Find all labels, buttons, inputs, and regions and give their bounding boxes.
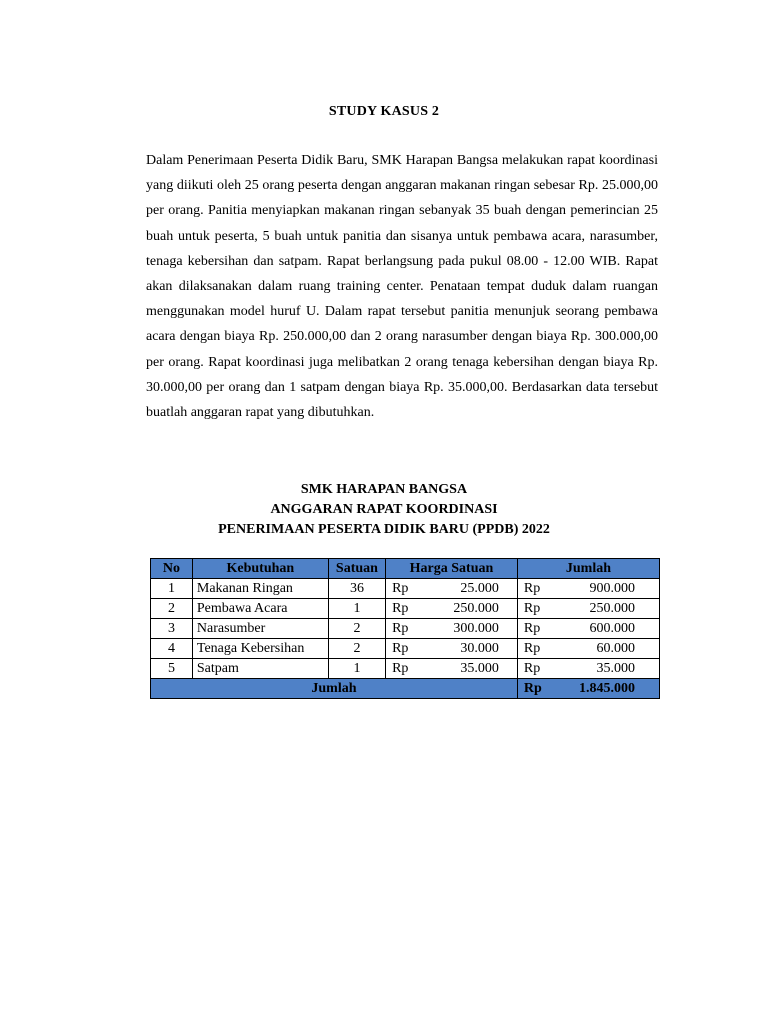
total-row [151, 679, 660, 699]
currency-label: Rp [523, 581, 541, 596]
cell-no: 2 [151, 599, 193, 619]
cell-no: 1 [151, 579, 193, 599]
currency-label: Rp [523, 661, 541, 676]
header-harga-satuan: Harga Satuan [386, 559, 518, 579]
total-label: Jumlah [151, 679, 518, 699]
currency-label: Rp [392, 621, 409, 636]
amount-value: 60.000 [596, 641, 635, 656]
table-header-row [151, 559, 660, 579]
cell-harga-satuan [386, 639, 518, 659]
table-row [151, 599, 660, 619]
cell-satuan: 36 [328, 579, 385, 599]
price-value: 30.000 [460, 641, 499, 656]
cell-harga-satuan [386, 659, 518, 679]
amount-value: 600.000 [589, 621, 635, 636]
cell-satuan: 1 [328, 599, 385, 619]
cell-satuan: 2 [328, 619, 385, 639]
header-jumlah: Jumlah [517, 559, 659, 579]
amount-value: 35.000 [596, 661, 635, 676]
currency-label: Rp [392, 581, 409, 596]
cell-harga-satuan [386, 599, 518, 619]
total-currency: Rp [523, 681, 542, 696]
cell-satuan: 2 [328, 639, 385, 659]
cell-kebutuhan: Narasumber [192, 619, 328, 639]
table-body [151, 579, 660, 679]
cell-jumlah [517, 579, 659, 599]
header-no: No [151, 559, 193, 579]
cell-harga-satuan [386, 579, 518, 599]
cell-jumlah [517, 639, 659, 659]
amount-value: 900.000 [589, 581, 635, 596]
budget-table [150, 558, 660, 699]
price-value: 25.000 [460, 581, 499, 596]
cell-kebutuhan: Makanan Ringan [192, 579, 328, 599]
price-value: 300.000 [453, 621, 499, 636]
table-row [151, 639, 660, 659]
cell-satuan: 1 [328, 659, 385, 679]
case-description-paragraph: Dalam Penerimaan Peserta Didik Baru, SMK Harapan Bangsa melakukan rapat koordinasi yang diikuti oleh 25 orang peserta dengan anggaran makanan ringan sebesar Rp. 25.000,00 per orang. Panitia menyiapkan makanan ringan sebanyak 35 buah dengan pemerincian 25 buah untuk peserta, 5 buah untuk panitia dan sisanya untuk pembawa acara, narasumber, tenaga kebersihan dan satpam. Rapat berlangsung pada pukul 08.00 - 12.00 WIB. Rapat akan dilaksanakan dalam ruang training center. Penataan tempat duduk dalam ruangan menggunakan model huruf U. Dalam rapat tersebut panitia menunjuk seorang pembawa acara dengan biaya Rp. 250.000,00 dan 2 orang narasumber dengan biaya Rp. 300.000,00 per orang. Rapat koordinasi juga melibatkan 2 orang tenaga kebersihan dengan biaya Rp. 30.000,00 per orang dan 1 satpam dengan biaya Rp. 35.000,00. Berdasarkan data tersebut buatlah anggaran rapat yang dibutuhkan. [146, 153, 658, 421]
currency-label: Rp [523, 601, 541, 616]
cell-no: 5 [151, 659, 193, 679]
table-row [151, 659, 660, 679]
price-value: 35.000 [460, 661, 499, 676]
total-value: 1.845.000 [579, 681, 635, 696]
currency-label: Rp [523, 621, 541, 636]
cell-no: 3 [151, 619, 193, 639]
cell-jumlah [517, 659, 659, 679]
price-value: 250.000 [453, 601, 499, 616]
amount-value: 250.000 [589, 601, 635, 616]
cell-jumlah [517, 599, 659, 619]
budget-title-heading: ANGGARAN RAPAT KOORDINASI [270, 502, 498, 517]
cell-no: 4 [151, 639, 193, 659]
school-name-heading: SMK HARAPAN BANGSA [300, 482, 468, 497]
table-row [151, 619, 660, 639]
header-kebutuhan: Kebutuhan [192, 559, 328, 579]
document-title: STUDY KASUS 2 [328, 104, 440, 119]
cell-kebutuhan: Pembawa Acara [192, 599, 328, 619]
currency-label: Rp [523, 641, 541, 656]
cell-kebutuhan: Tenaga Kebersihan [192, 639, 328, 659]
cell-kebutuhan: Satpam [192, 659, 328, 679]
header-satuan: Satuan [328, 559, 385, 579]
currency-label: Rp [392, 661, 409, 676]
event-title-heading: PENERIMAAN PESERTA DIDIK BARU (PPDB) 2022 [218, 522, 550, 537]
table-row [151, 579, 660, 599]
currency-label: Rp [392, 641, 409, 656]
cell-jumlah [517, 619, 659, 639]
currency-label: Rp [392, 601, 409, 616]
cell-harga-satuan [386, 619, 518, 639]
total-value-cell [517, 679, 659, 699]
